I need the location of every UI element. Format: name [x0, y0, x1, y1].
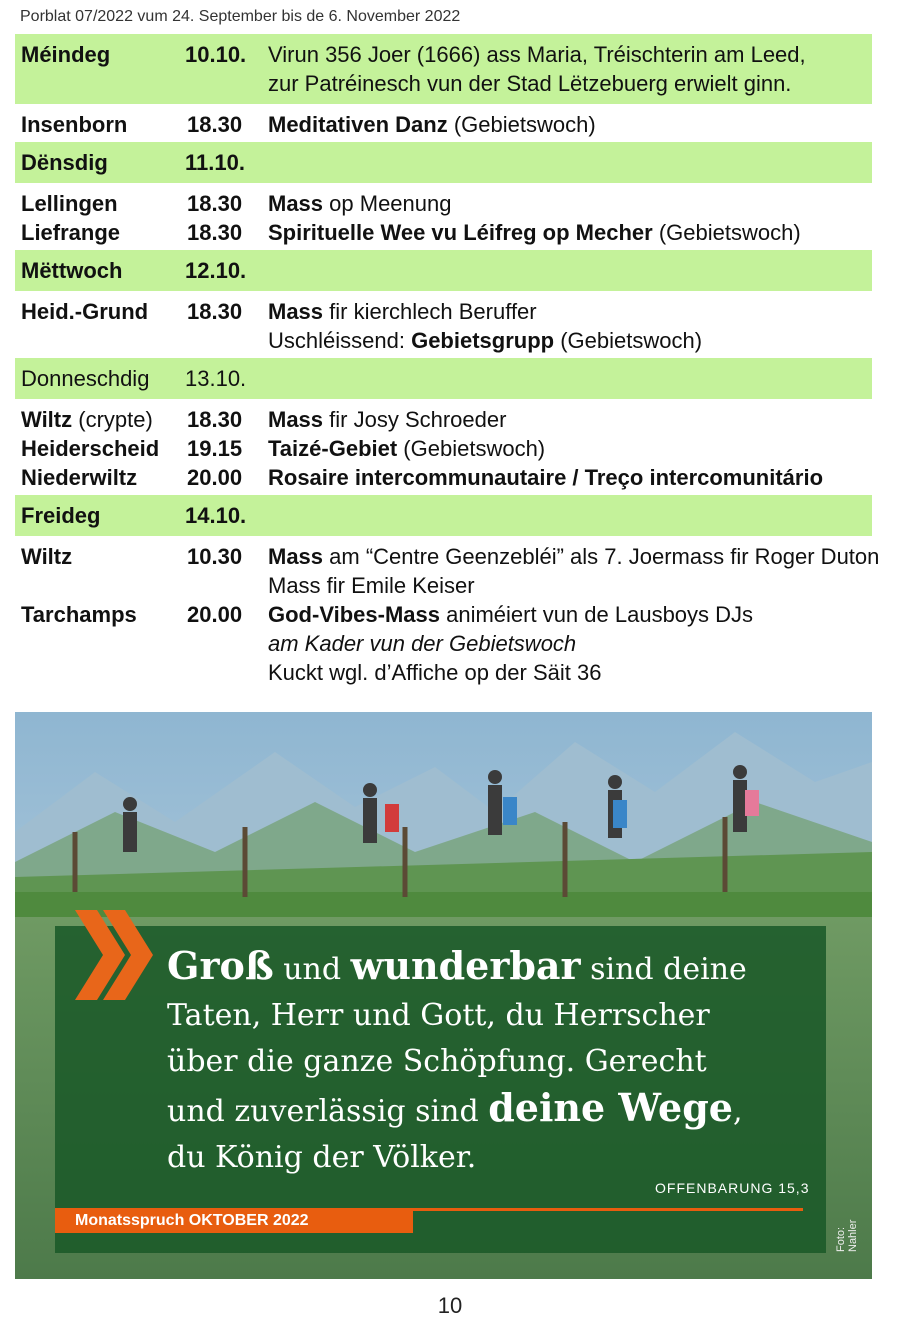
event-row-wiltz	[15, 542, 880, 571]
event-detail: (Gebietswoch)	[652, 220, 801, 245]
day-row-mettwoch	[15, 250, 872, 291]
event-title: Mass	[268, 299, 324, 324]
hiking-photo-banner	[15, 712, 872, 1279]
event-row-heiderscheid	[15, 434, 872, 463]
event-place: Liefrange	[21, 220, 121, 245]
verse-text: sind deine	[580, 952, 747, 987]
event-time: 18.30	[187, 220, 243, 245]
event-detail: op Meenung	[323, 191, 452, 216]
event-time: 18.30	[187, 112, 243, 137]
day-note-line: zur Patréinesch vun der Stad Lëtzebuerg erwielt ginn.	[268, 71, 792, 96]
verse-text: und	[273, 952, 351, 987]
event-group	[15, 291, 872, 358]
event-time: 19.15	[187, 436, 243, 461]
event-place: Insenborn	[21, 112, 128, 137]
verse-reference: OFFENBARUNG 15,3	[655, 1180, 810, 1196]
page-header: Porblat 07/2022 vum 24. September bis de 6. November 2022	[20, 8, 461, 25]
verse-line: Taten, Herr und Gott, du Herrscher	[167, 998, 710, 1033]
event-detail: am Kader vun der Gebietswoch	[268, 631, 577, 656]
day-date: 11.10.	[185, 150, 245, 175]
event-detail: animéiert vun de Lausboys DJs	[439, 602, 754, 627]
event-row-continued	[15, 571, 872, 600]
event-place-note: (crypte)	[72, 407, 153, 432]
event-place: Niederwiltz	[21, 465, 138, 490]
event-row-continued	[15, 326, 872, 355]
day-note	[268, 40, 806, 98]
event-detail: fir Josy Schroeder	[323, 407, 507, 432]
event-place: Tarchamps	[21, 602, 137, 627]
event-row-wiltz-crypte	[15, 405, 872, 434]
day-date: 13.10.	[185, 366, 247, 391]
event-title: Mass	[268, 407, 324, 432]
event-place: Wiltz	[21, 544, 73, 569]
event-detail: (Gebietswoch)	[447, 112, 596, 137]
event-row-heid-grund	[15, 297, 872, 326]
day-name: Méindeg	[21, 42, 111, 67]
event-time: 18.30	[187, 299, 243, 324]
event-place: Lellingen	[21, 191, 118, 216]
day-name: Dënsdig	[21, 150, 108, 175]
event-title: Meditativen Danz	[268, 112, 448, 137]
verse-text: ,	[732, 1094, 743, 1129]
event-detail: Mass fir Emile Keiser	[268, 573, 475, 598]
event-group	[15, 183, 872, 250]
day-date: 14.10.	[185, 503, 247, 528]
event-time: 20.00	[187, 602, 243, 627]
day-name: Mëttwoch	[21, 258, 123, 283]
day-note-line: Virun 356 Joer (1666) ass Maria, Tréischterin am Leed,	[268, 42, 806, 67]
event-group	[15, 536, 880, 690]
verse-line: du König der Völker.	[167, 1140, 477, 1175]
event-row-liefrange	[15, 218, 872, 247]
event-place: Heid.-Grund	[21, 299, 149, 324]
day-name: Freideg	[21, 503, 101, 528]
day-date: 12.10.	[185, 258, 247, 283]
verse-emphasis: wunderbar	[350, 943, 581, 988]
event-detail: Kuckt wgl. d’Affiche op der Säit 36	[268, 660, 602, 685]
event-detail: am “Centre Geenzebléi” als 7. Joermass fir Roger Duton	[323, 544, 880, 569]
event-detail: (Gebietswoch)	[397, 436, 546, 461]
event-row-continued	[15, 658, 872, 687]
event-row-tarchamps	[15, 600, 872, 629]
event-row-continued	[15, 629, 872, 658]
photo-credit: Foto: Nahler	[835, 1219, 859, 1252]
event-detail: Uschléissend:	[268, 328, 412, 353]
day-row-densdig	[15, 142, 872, 183]
event-time: 18.30	[187, 407, 243, 432]
day-row-donneschdig	[15, 358, 872, 399]
monthly-verse-label: Monatsspruch OKTOBER 2022	[55, 1209, 413, 1233]
day-date: 10.10.	[185, 42, 247, 67]
bible-verse	[167, 943, 807, 1181]
event-time: 18.30	[187, 191, 243, 216]
page-number: 10	[437, 1293, 463, 1318]
schedule-table	[15, 34, 880, 690]
event-time: 10.30	[187, 544, 243, 569]
verse-text: und zuverlässig sind	[167, 1094, 489, 1129]
event-title: Gebietsgrupp	[411, 328, 555, 353]
event-group	[15, 104, 872, 142]
event-row-lellingen	[15, 189, 872, 218]
event-place: Wiltz	[21, 407, 73, 432]
event-title: Taizé-Gebiet	[268, 436, 398, 461]
event-row-niederwiltz	[15, 463, 872, 492]
verse-emphasis: Groß	[167, 943, 274, 988]
verse-emphasis: deine Wege	[488, 1085, 733, 1130]
event-detail: fir kierchlech Beruffer	[323, 299, 537, 324]
double-chevron-icon	[75, 910, 155, 1000]
day-name: Donneschdig	[21, 366, 150, 391]
event-title: Spirituelle Wee vu Léifreg op Mecher	[268, 220, 653, 245]
event-detail: (Gebietswoch)	[554, 328, 703, 353]
event-title: God-Vibes-Mass	[268, 602, 440, 627]
event-title: Mass	[268, 544, 324, 569]
day-row-meindeg	[15, 34, 872, 104]
event-place: Heiderscheid	[21, 436, 160, 461]
event-group	[15, 399, 872, 495]
day-row-freideg	[15, 495, 872, 536]
event-row-insenborn	[15, 110, 872, 139]
event-time: 20.00	[187, 465, 243, 490]
event-title: Rosaire intercommunautaire / Treço intercomunitário	[268, 465, 824, 490]
event-title: Mass	[268, 191, 324, 216]
verse-line: über die ganze Schöpfung. Gerecht	[167, 1044, 707, 1079]
